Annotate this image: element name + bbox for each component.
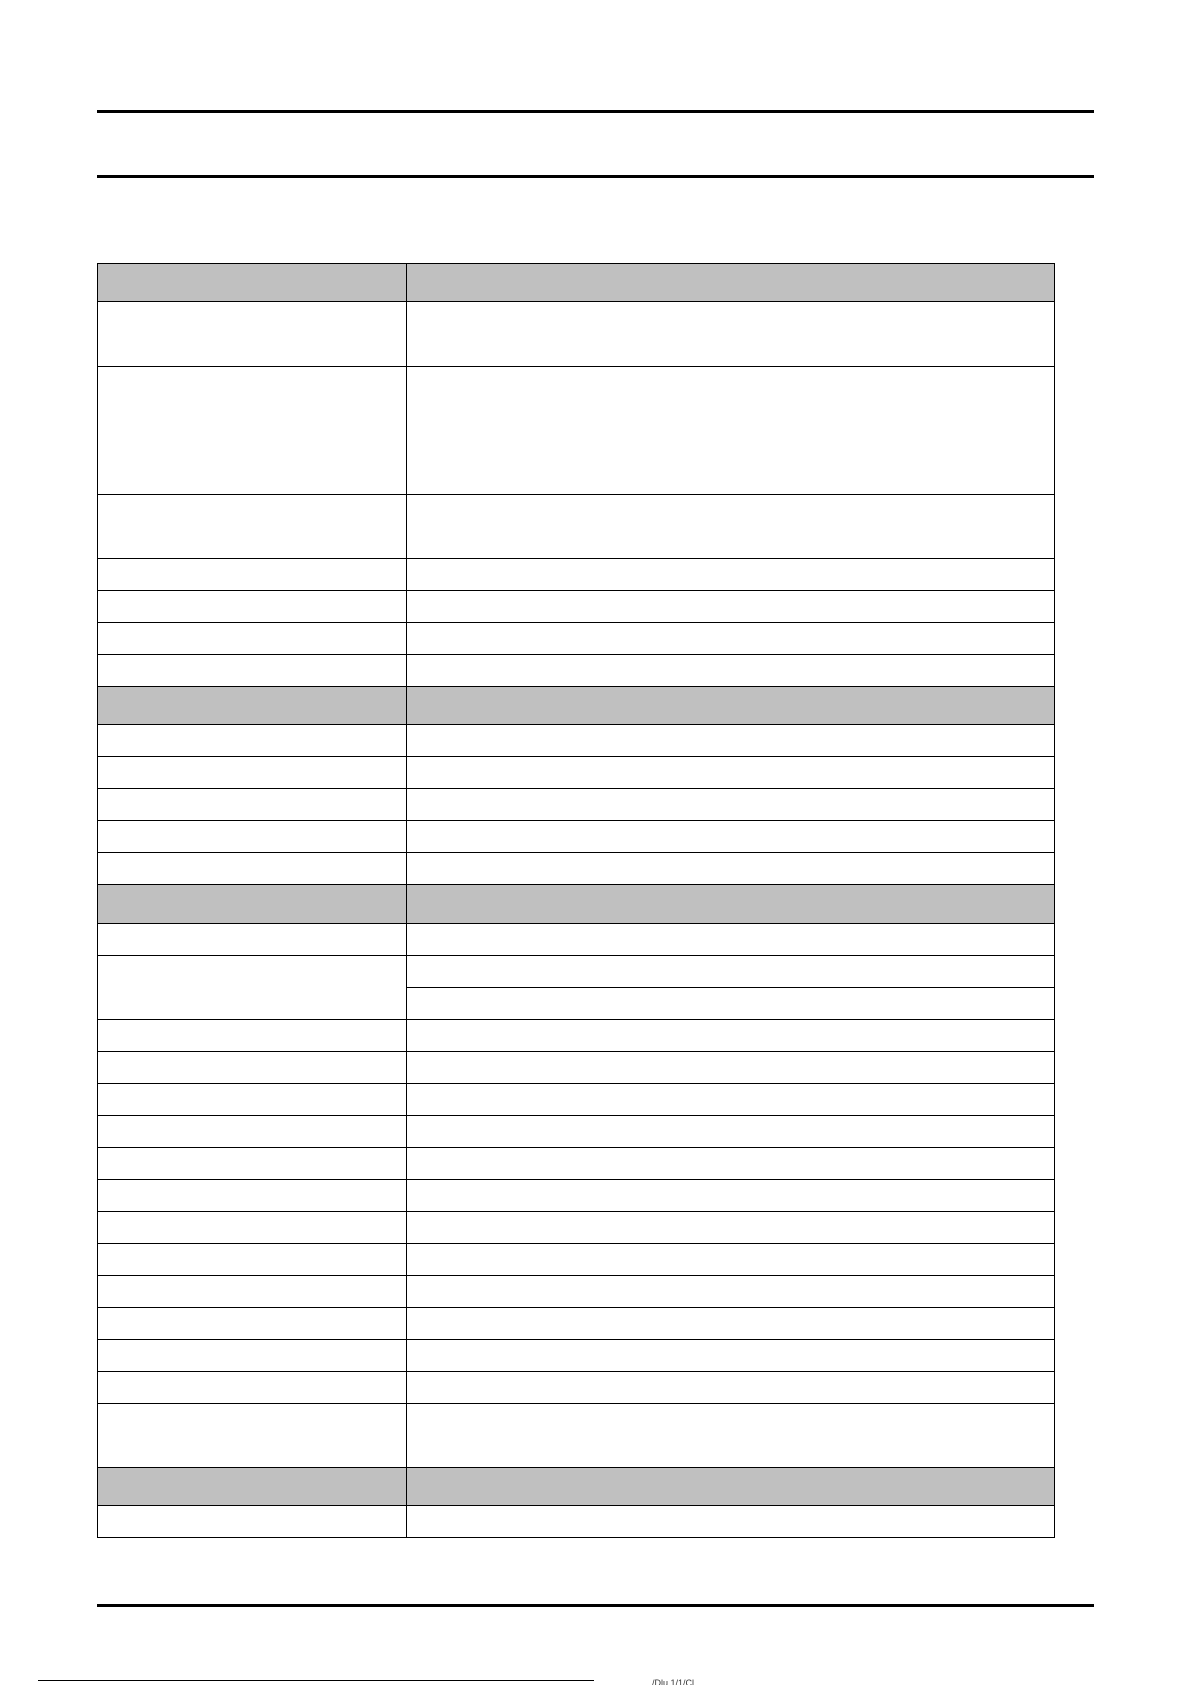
table-row [98, 655, 1055, 687]
label-cell [98, 1052, 407, 1084]
label-cell-merged [98, 956, 407, 1020]
label-cell [98, 1506, 407, 1538]
value-cell [407, 1052, 1055, 1084]
table-row [98, 623, 1055, 655]
section-value-cell [407, 885, 1055, 924]
table-row [98, 757, 1055, 789]
table-row [98, 1506, 1055, 1538]
value-cell [407, 495, 1055, 559]
value-cell [407, 853, 1055, 885]
table-row [98, 1020, 1055, 1052]
label-cell [98, 1340, 407, 1372]
value-cell [407, 559, 1055, 591]
label-cell [98, 495, 407, 559]
table-row [98, 956, 1055, 988]
value-cell [407, 1372, 1055, 1404]
table-row [98, 1212, 1055, 1244]
table-section-header [98, 687, 1055, 725]
value-cell [407, 302, 1055, 367]
table-row [98, 1404, 1055, 1468]
value-cell [407, 1084, 1055, 1116]
label-cell [98, 367, 407, 495]
label-cell [98, 1308, 407, 1340]
label-cell [98, 655, 407, 687]
value-cell [407, 956, 1055, 988]
value-cell [407, 924, 1055, 956]
value-cell [407, 757, 1055, 789]
label-cell [98, 1372, 407, 1404]
value-cell [407, 367, 1055, 495]
table-row [98, 725, 1055, 757]
table-row [98, 1276, 1055, 1308]
footer-underline [38, 1680, 594, 1681]
table-row [98, 1116, 1055, 1148]
value-cell [407, 1340, 1055, 1372]
table-section-header [98, 1468, 1055, 1506]
label-cell [98, 1212, 407, 1244]
section-value-cell [407, 1468, 1055, 1506]
table-row [98, 853, 1055, 885]
table-row [98, 1308, 1055, 1340]
table-section-header [98, 885, 1055, 924]
spec-table [97, 263, 1055, 1538]
label-cell [98, 302, 407, 367]
value-cell [407, 655, 1055, 687]
label-cell [98, 789, 407, 821]
value-cell [407, 1244, 1055, 1276]
value-cell [407, 821, 1055, 853]
table-row [98, 495, 1055, 559]
value-cell [407, 1212, 1055, 1244]
value-cell [407, 1020, 1055, 1052]
value-cell [407, 1180, 1055, 1212]
table-row [98, 302, 1055, 367]
label-cell [98, 757, 407, 789]
label-cell [98, 725, 407, 757]
label-cell [98, 1020, 407, 1052]
label-cell [98, 591, 407, 623]
table-row [98, 591, 1055, 623]
label-cell [98, 1116, 407, 1148]
value-cell [407, 1404, 1055, 1468]
table-row [98, 367, 1055, 495]
table-row [98, 821, 1055, 853]
label-cell [98, 821, 407, 853]
table-row [98, 789, 1055, 821]
section-label-cell [98, 1468, 407, 1506]
value-cell [407, 789, 1055, 821]
section-value-cell [407, 264, 1055, 302]
table-row [98, 924, 1055, 956]
header-bottom-rule [97, 175, 1094, 178]
table-row [98, 1340, 1055, 1372]
label-cell [98, 1084, 407, 1116]
value-cell [407, 591, 1055, 623]
footer-text-fragment: /Dlu 1/1/Cl ... [652, 1678, 705, 1685]
table-row [98, 1244, 1055, 1276]
table-row [98, 1180, 1055, 1212]
label-cell [98, 1276, 407, 1308]
table-section-header [98, 264, 1055, 302]
section-label-cell [98, 264, 407, 302]
label-cell [98, 1404, 407, 1468]
value-cell [407, 1308, 1055, 1340]
value-cell [407, 1506, 1055, 1538]
label-cell [98, 1148, 407, 1180]
table-row [98, 1148, 1055, 1180]
value-cell [407, 725, 1055, 757]
label-cell [98, 924, 407, 956]
table-row [98, 1372, 1055, 1404]
value-cell [407, 1148, 1055, 1180]
section-label-cell [98, 687, 407, 725]
value-cell [407, 1276, 1055, 1308]
label-cell [98, 1180, 407, 1212]
footer-rule [97, 1604, 1094, 1607]
table-row [98, 1084, 1055, 1116]
value-cell [407, 988, 1055, 1020]
table-row [98, 1052, 1055, 1084]
value-cell [407, 1116, 1055, 1148]
value-cell [407, 623, 1055, 655]
label-cell [98, 1244, 407, 1276]
label-cell [98, 623, 407, 655]
section-label-cell [98, 885, 407, 924]
label-cell [98, 559, 407, 591]
header-top-rule [97, 110, 1094, 113]
table-row [98, 559, 1055, 591]
section-value-cell [407, 687, 1055, 725]
label-cell [98, 853, 407, 885]
